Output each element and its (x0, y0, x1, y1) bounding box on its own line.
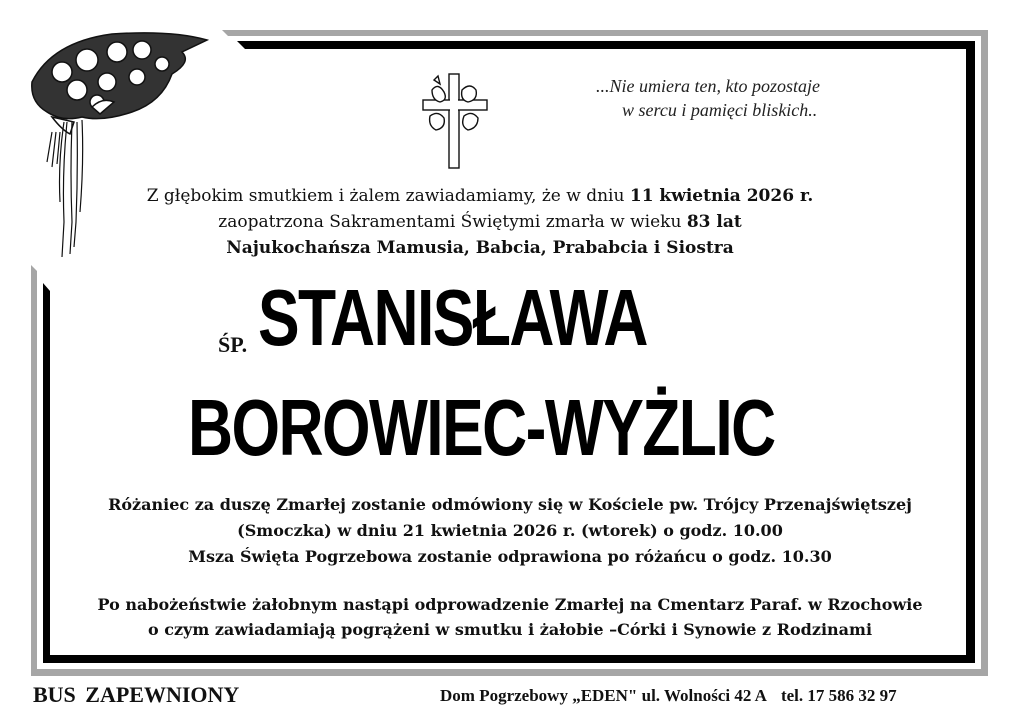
age-at-death: 83 lat (686, 212, 742, 232)
inner-frame-top (237, 41, 975, 49)
sp-prefix: ŚP. (218, 332, 248, 357)
ceremony-line-3: Msza Święta Pogrzebowa zostanie odprawiona po różańcu o godz. 10.30 (188, 547, 832, 566)
family-relations: Najukochańsza Mamusia, Babcia, Prababcia i Siostra (226, 238, 734, 258)
funeral-home-phone: tel. 17 586 32 97 (780, 686, 897, 705)
inner-frame-bottom (43, 655, 975, 663)
deceased-first-name: STANISŁAWA (258, 273, 647, 362)
funeral-home-address: Dom Pogrzebowy „EDEN" ul. Wolności 42 A (440, 686, 767, 705)
outer-frame-right (981, 30, 988, 676)
deceased-surname: BOROWIEC-WYŻLIC (188, 383, 775, 472)
ceremony-line-2: (Smoczka) w dniu 21 kwietnia 2026 r. (wtorek) o godz. 10.00 (237, 521, 783, 540)
funeral-home-contact (440, 686, 897, 706)
burial-details (40, 592, 980, 642)
intro-line-1-text: Z głębokim smutkiem i żalem zawiadamiamy, że w dniu (146, 186, 630, 206)
death-date: 11 kwietnia 2026 r. (629, 186, 814, 206)
burial-line-1: Po nabożeństwie żałobnym nastąpi odprowadzenie Zmarłej na Cmentarz Paraf. w Rzochowie (97, 595, 923, 614)
burial-line-2: o czym zawiadamiają pogrążeni w smutku i żałobie –Córki i Synowie z Rodzinami (147, 620, 873, 639)
outer-frame-bottom (31, 669, 988, 676)
bus-notice: BUS ZAPEWNIONY (33, 682, 240, 707)
quote-line-1: ...Nie umiera ten, kto pozostaje (596, 76, 820, 96)
intro-line-3 (60, 235, 900, 261)
announcement-intro (60, 183, 900, 261)
ceremony-line-1: Różaniec za duszę Zmarłej zostanie odmówiony się w Kościele pw. Trójcy Przenajświętszej (108, 495, 912, 514)
memorial-quote (560, 74, 880, 122)
intro-line-2 (60, 209, 900, 235)
quote-line-2: w sercu i pamięci bliskich.. (622, 100, 818, 120)
cross-with-lilies-icon (420, 72, 490, 170)
outer-frame-left (31, 265, 37, 676)
intro-line-2-text: zaopatrzona Sakramentami Świętymi zmarła w wieku (218, 212, 687, 232)
outer-frame-top (222, 30, 988, 36)
intro-line-1 (60, 183, 900, 209)
ceremony-details (40, 492, 980, 570)
